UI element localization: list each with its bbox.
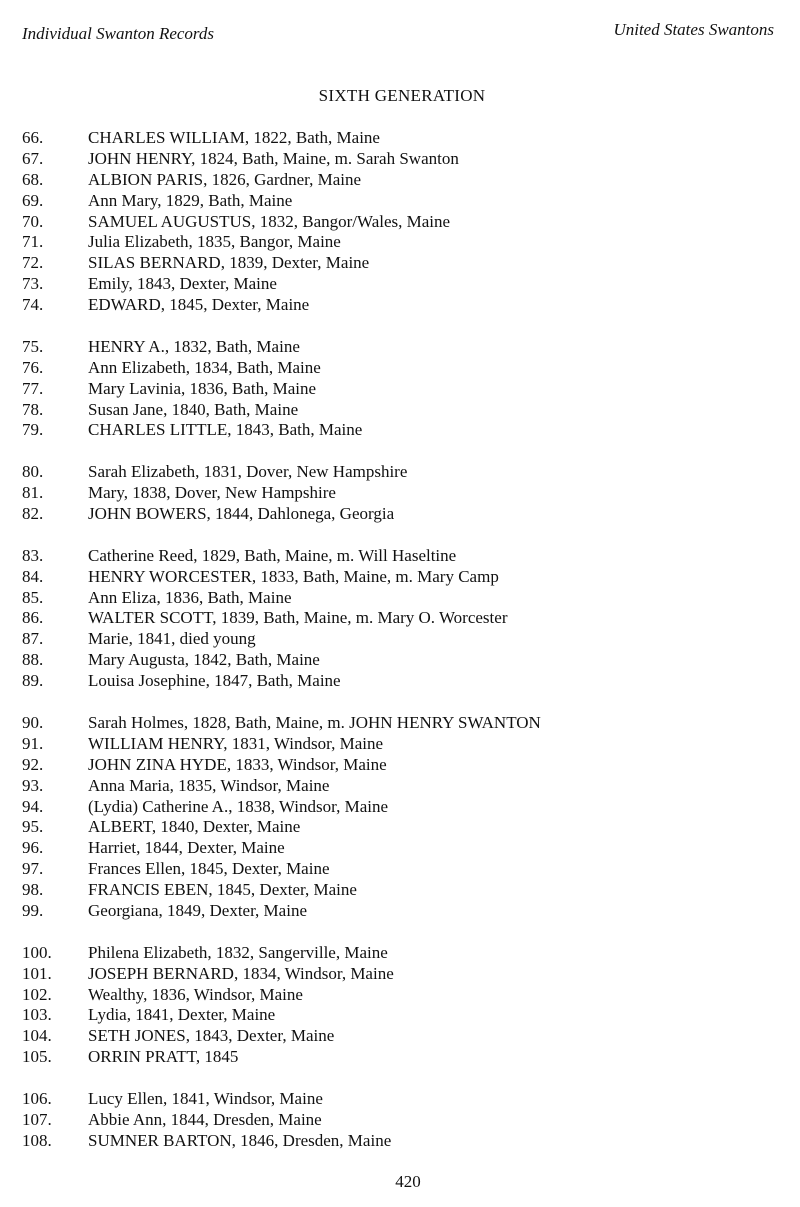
- entry-number: 108.: [22, 1130, 52, 1150]
- entry-number: 80.: [22, 462, 44, 482]
- list-item: [22, 504, 782, 525]
- entry-number: 102.: [22, 984, 52, 1004]
- entry-number: 94.: [22, 796, 44, 816]
- list-item: [22, 776, 782, 797]
- list-item: [22, 880, 782, 901]
- entry-number: 107.: [22, 1109, 52, 1129]
- entry-number: 75.: [22, 336, 44, 356]
- list-item: [22, 797, 782, 818]
- entry-number: 84.: [22, 566, 44, 586]
- list-item: [22, 483, 782, 504]
- entry-text: JOHN BOWERS, 1844, Dahlonega, Georgia: [88, 504, 395, 524]
- list-item: [22, 1089, 782, 1110]
- entry-text: Louisa Josephine, 1847, Bath, Maine: [88, 671, 341, 691]
- list-item: [22, 295, 782, 316]
- entry-text: Georgiana, 1849, Dexter, Maine: [88, 900, 307, 920]
- list-item: [22, 588, 782, 609]
- list-item: [22, 608, 782, 629]
- entry-group: [22, 546, 782, 692]
- entry-text: EDWARD, 1845, Dexter, Maine: [88, 295, 310, 315]
- list-item: [22, 274, 782, 295]
- list-item: [22, 462, 782, 483]
- entry-number: 90.: [22, 712, 44, 732]
- entry-text: Anna Maria, 1835, Windsor, Maine: [88, 775, 330, 795]
- entry-number: 68.: [22, 169, 44, 189]
- list-item: [22, 943, 782, 964]
- entry-number: 87.: [22, 629, 44, 649]
- entry-number: 71.: [22, 232, 44, 252]
- entry-number: 86.: [22, 608, 44, 628]
- entry-number: 67.: [22, 148, 44, 168]
- list-item: [22, 232, 782, 253]
- entry-number: 95.: [22, 817, 44, 837]
- list-item: [22, 420, 782, 441]
- page-number: 420: [395, 1172, 421, 1191]
- entry-number: 104.: [22, 1026, 52, 1046]
- list-item: [22, 985, 782, 1006]
- entry-text: FRANCIS EBEN, 1845, Dexter, Maine: [88, 880, 357, 900]
- entry-text: Emily, 1843, Dexter, Maine: [88, 274, 277, 294]
- entry-number: 98.: [22, 880, 44, 900]
- list-item: [22, 379, 782, 400]
- entry-group: [22, 128, 782, 316]
- entry-number: 79.: [22, 420, 44, 440]
- list-item: [22, 629, 782, 650]
- entry-group: [22, 713, 782, 922]
- entry-text: Harriet, 1844, Dexter, Maine: [88, 838, 285, 858]
- list-item: [22, 1131, 782, 1152]
- running-header-left: Individual Swanton Records: [22, 24, 215, 43]
- list-item: [22, 1047, 782, 1068]
- entry-text: WILLIAM HENRY, 1831, Windsor, Maine: [88, 733, 384, 753]
- list-item: [22, 964, 782, 985]
- entry-number: 93.: [22, 775, 44, 795]
- entry-number: 78.: [22, 399, 44, 419]
- entry-text: Mary, 1838, Dover, New Hampshire: [88, 483, 336, 503]
- entry-number: 92.: [22, 754, 44, 774]
- entry-text: ALBION PARIS, 1826, Gardner, Maine: [88, 169, 362, 189]
- entry-text: WALTER SCOTT, 1839, Bath, Maine, m. Mary O. Worcester: [88, 608, 508, 628]
- entry-text: Ann Elizabeth, 1834, Bath, Maine: [88, 357, 321, 377]
- entry-number: 100.: [22, 942, 52, 962]
- entry-text: ORRIN PRATT, 1845: [88, 1047, 239, 1067]
- list-item: [22, 755, 782, 776]
- list-item: [22, 128, 782, 149]
- entry-number: 72.: [22, 253, 44, 273]
- entry-text: Sarah Elizabeth, 1831, Dover, New Hampshire: [88, 462, 408, 482]
- entry-text: JOHN ZINA HYDE, 1833, Windsor, Maine: [88, 754, 387, 774]
- list-item: [22, 1005, 782, 1026]
- entry-group: [22, 943, 782, 1068]
- entry-number: 89.: [22, 671, 44, 691]
- entry-number: 97.: [22, 859, 44, 879]
- entry-text: Frances Ellen, 1845, Dexter, Maine: [88, 859, 330, 879]
- list-item: [22, 1110, 782, 1131]
- entry-number: 83.: [22, 545, 44, 565]
- running-header-right: United States Swantons: [613, 20, 774, 39]
- entry-text: CHARLES LITTLE, 1843, Bath, Maine: [88, 420, 363, 440]
- entry-text: Philena Elizabeth, 1832, Sangerville, Maine: [88, 942, 388, 962]
- list-item: [22, 358, 782, 379]
- entry-number: 74.: [22, 295, 44, 315]
- list-item: [22, 546, 782, 567]
- entry-text: SAMUEL AUGUSTUS, 1832, Bangor/Wales, Maine: [88, 211, 451, 231]
- entry-text: (Lydia) Catherine A., 1838, Windsor, Maine: [88, 796, 389, 816]
- entry-number: 88.: [22, 650, 44, 670]
- list-item: [22, 149, 782, 170]
- list-item: [22, 817, 782, 838]
- entry-text: Sarah Holmes, 1828, Bath, Maine, m. JOHN HENRY SWANTON: [88, 712, 541, 732]
- list-item: [22, 671, 782, 692]
- entry-text: HENRY A., 1832, Bath, Maine: [88, 336, 300, 356]
- entry-number: 66.: [22, 128, 44, 147]
- list-item: [22, 567, 782, 588]
- entry-number: 99.: [22, 900, 44, 920]
- entry-group: [22, 337, 782, 441]
- entry-text: Lydia, 1841, Dexter, Maine: [88, 1005, 276, 1025]
- list-item: [22, 838, 782, 859]
- entry-text: Ann Eliza, 1836, Bath, Maine: [88, 587, 292, 607]
- entry-number: 73.: [22, 274, 44, 294]
- entry-text: SUMNER BARTON, 1846, Dresden, Maine: [88, 1130, 392, 1150]
- entry-number: 70.: [22, 211, 44, 231]
- list-item: [22, 212, 782, 233]
- entry-text: Mary Augusta, 1842, Bath, Maine: [88, 650, 320, 670]
- entry-text: Abbie Ann, 1844, Dresden, Maine: [88, 1109, 322, 1129]
- entry-number: 101.: [22, 963, 52, 983]
- entry-number: 105.: [22, 1047, 52, 1067]
- entry-text: ALBERT, 1840, Dexter, Maine: [88, 817, 301, 837]
- entry-text: Julia Elizabeth, 1835, Bangor, Maine: [88, 232, 341, 252]
- entry-text: CHARLES WILLIAM, 1822, Bath, Maine: [88, 128, 380, 147]
- entry-number: 76.: [22, 357, 44, 377]
- entry-number: 85.: [22, 587, 44, 607]
- list-item: [22, 170, 782, 191]
- entry-number: 69.: [22, 190, 44, 210]
- list-item: [22, 337, 782, 358]
- list-item: [22, 901, 782, 922]
- entry-number: 103.: [22, 1005, 52, 1025]
- entry-text: Lucy Ellen, 1841, Windsor, Maine: [88, 1088, 323, 1108]
- list-item: [22, 859, 782, 880]
- entry-text: Mary Lavinia, 1836, Bath, Maine: [88, 378, 317, 398]
- entry-text: Susan Jane, 1840, Bath, Maine: [88, 399, 299, 419]
- list-item: [22, 253, 782, 274]
- entry-text: Marie, 1841, died young: [88, 629, 256, 649]
- entry-number: 106.: [22, 1088, 52, 1108]
- entry-text: Catherine Reed, 1829, Bath, Maine, m. Will Haseltine: [88, 545, 457, 565]
- entry-number: 91.: [22, 733, 44, 753]
- entry-number: 82.: [22, 504, 44, 524]
- entry-number: 81.: [22, 483, 44, 503]
- entry-text: Wealthy, 1836, Windsor, Maine: [88, 984, 303, 1004]
- entry-text: HENRY WORCESTER, 1833, Bath, Maine, m. Mary Camp: [88, 566, 499, 586]
- list-item: [22, 713, 782, 734]
- entry-text: JOSEPH BERNARD, 1834, Windsor, Maine: [88, 963, 394, 983]
- entry-number: 96.: [22, 838, 44, 858]
- section-title: SIXTH GENERATION: [318, 86, 486, 105]
- entry-number: 77.: [22, 378, 44, 398]
- list-item: [22, 1026, 782, 1047]
- entry-group: [22, 462, 782, 525]
- entry-text: SILAS BERNARD, 1839, Dexter, Maine: [88, 253, 370, 273]
- list-item: [22, 650, 782, 671]
- list-item: [22, 400, 782, 421]
- entry-list: [22, 128, 782, 1173]
- entry-text: Ann Mary, 1829, Bath, Maine: [88, 190, 293, 210]
- list-item: [22, 734, 782, 755]
- entry-text: JOHN HENRY, 1824, Bath, Maine, m. Sarah Swanton: [88, 148, 459, 168]
- entry-text: SETH JONES, 1843, Dexter, Maine: [88, 1026, 335, 1046]
- list-item: [22, 191, 782, 212]
- entry-group: [22, 1089, 782, 1152]
